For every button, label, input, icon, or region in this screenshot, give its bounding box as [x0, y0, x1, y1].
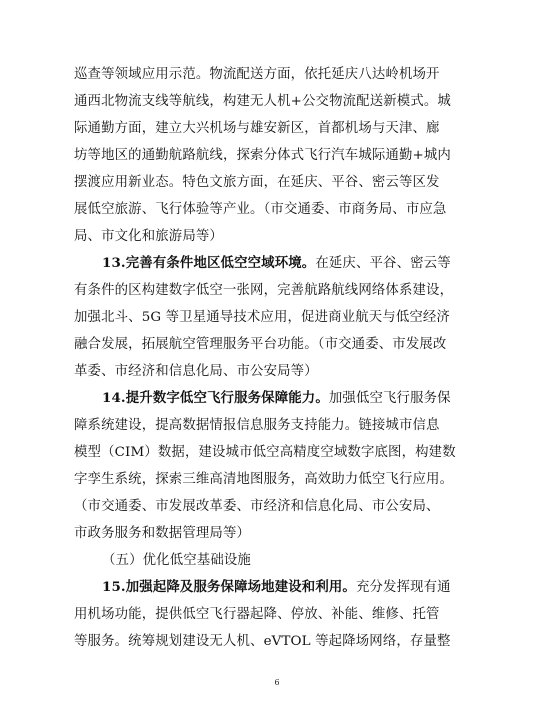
item-14-first-line-text: 加强低空飞行服务保 [328, 391, 451, 406]
paragraph-1 [74, 61, 494, 250]
text-line: 加强北斗、5G 等卫星通导技术应用，促进商业航天与低空经济 [74, 310, 450, 325]
item-13 [74, 250, 494, 385]
item-15-heading: 15.加强起降及服务保障场地建设和利用。 [102, 579, 356, 595]
text-line: 坊等地区的通勤航路航线，探索分体式飞行汽车城际通勤+城内 [74, 148, 451, 163]
item-13-first-line [74, 250, 494, 277]
text-line: 巡查等领域应用示范。物流配送方面，依托延庆八达岭机场开 [74, 67, 440, 82]
text-line: 有条件的区构建数字低空一张网，完善航路航线网络体系建设， [74, 283, 454, 298]
text-line: 用机场功能，提供低空飞行器起降、停放、补能、维修、托管 [74, 607, 440, 622]
section-5-heading: （五）优化低空基础设施 [102, 553, 251, 568]
item-15 [74, 574, 494, 655]
text-line: 融合发展，拓展航空管理服务平台功能。（市交通委、市发展改 [74, 337, 447, 352]
item-15-first-line [74, 574, 494, 601]
text-line: 展低空旅游、飞行体验等产业。（市交通委、市商务局、市应急 [74, 202, 447, 217]
text-line: 摆渡应用新业态。特色文旅方面，在延庆、平谷、密云等区发 [74, 175, 440, 190]
text-line: 际通勤方面，建立大兴机场与雄安新区，首都机场与天津、廊 [74, 121, 440, 136]
text-line: 革委、市经济和信息化局、市公安局等） [74, 364, 318, 379]
item-14-heading: 14.提升数字低空飞行服务保障能力。 [102, 390, 329, 406]
item-13-first-line-text: 在延庆、平谷、密云等 [315, 256, 451, 271]
text-line: 市政务服务和数据管理局等） [74, 526, 251, 541]
item-14-first-line [74, 385, 494, 412]
text-line: （市交通委、市发展改革委、市经济和信息化局、市公安局、 [74, 499, 440, 514]
text-line: 模型（CIM）数据，建设城市低空高精度空域数字底图，构建数 [74, 445, 456, 460]
text-line: 障系统建设，提高数据情报信息服务支持能力。链接城市信息 [74, 418, 440, 433]
item-15-first-line-text: 充分发挥现有通 [355, 580, 451, 595]
item-13-heading: 13.完善有条件地区低空空域环境。 [102, 255, 316, 271]
text-line: 局、市文化和旅游局等） [74, 229, 223, 244]
text-line: 通西北物流支线等航线，构建无人机+公交物流配送新模式。城 [74, 94, 451, 109]
page-number: 6 [274, 678, 280, 687]
section-5 [74, 547, 494, 574]
text-line: 字孪生系统，探索三维高清地图服务，高效助力低空飞行应用。 [74, 472, 454, 487]
text-line: 等服务。统筹规划建设无人机、eVTOL 等起降场网络，存量整 [74, 634, 451, 649]
document-body [74, 61, 494, 655]
item-14 [74, 385, 494, 547]
